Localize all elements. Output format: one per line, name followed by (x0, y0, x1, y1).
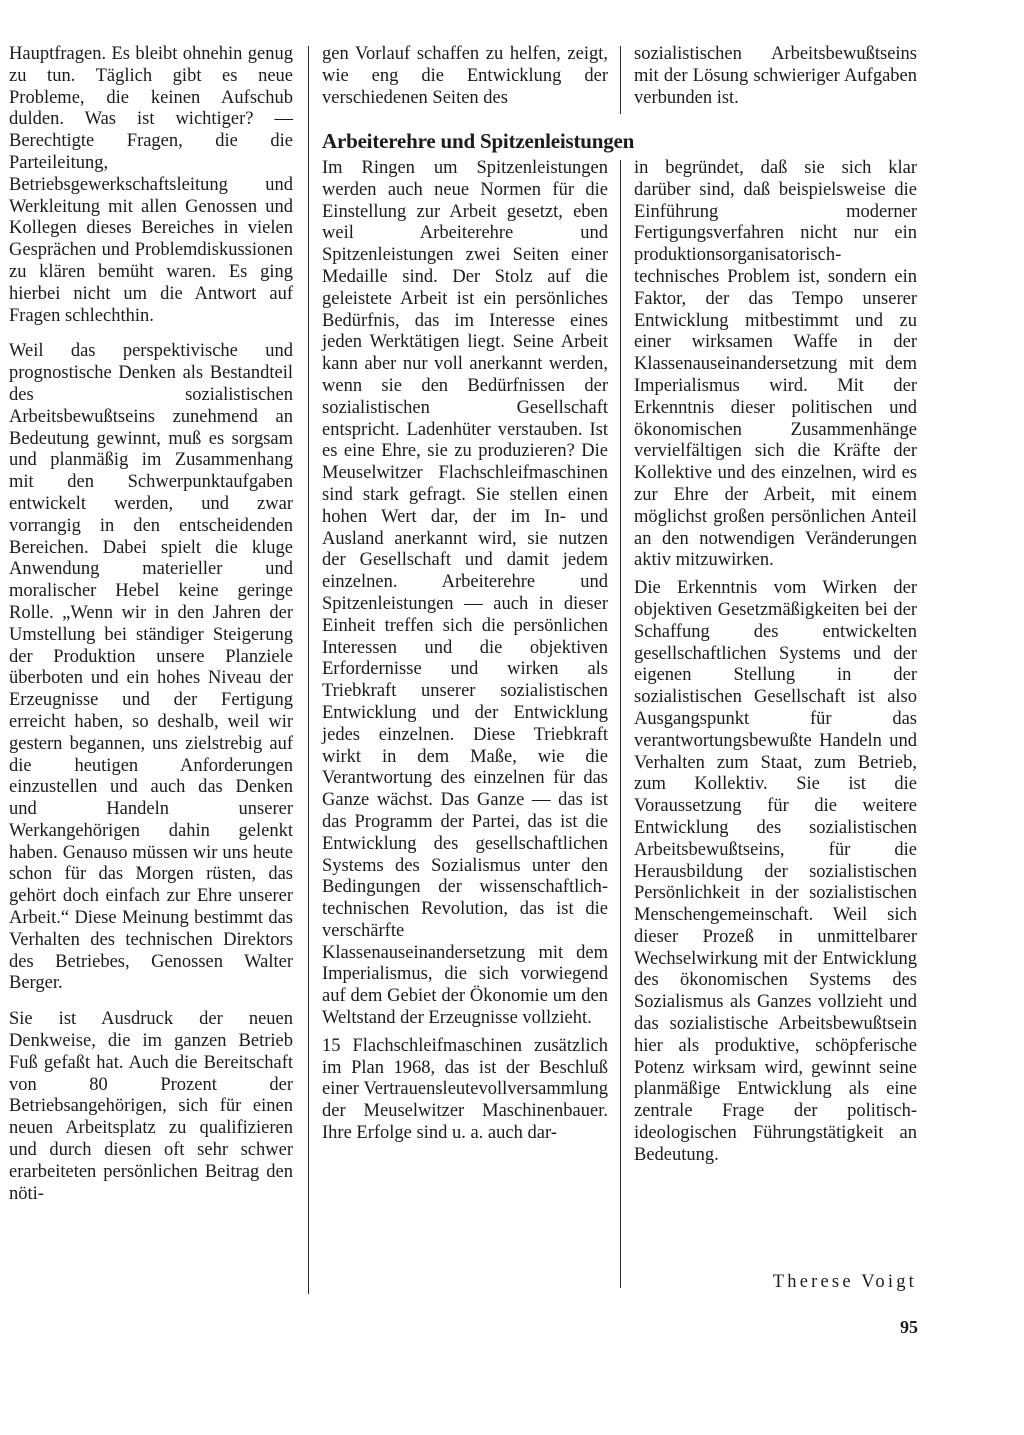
text-column-left (9, 44, 293, 1219)
author-name: Therese Voigt (772, 1272, 917, 1292)
paragraph: gen Vorlauf schaffen zu helfen, zeigt, wie eng die Entwicklung der verschiedenen Seiten des (322, 44, 608, 108)
text-column-middle-top (322, 44, 608, 115)
text-column-right (634, 158, 917, 1181)
paragraph: Sie ist Ausdruck der neuen Denkweise, die im ganzen Betrieb Fuß gefaßt hat. Auch die Bereitschaft von 80 Prozent der Betriebsangehörigen, sich für einen neuen Arbeitsplatz zu qualifizieren und durch diesen oft sehr schwer erarbeiteten persönlichen Beitrag den nöti- (9, 1009, 293, 1204)
paragraph: Im Ringen um Spitzenleistungen werden auch neue Normen für die Einstellung zur Arbeit gesetzt, eben weil Arbeiterehre und Spitzenleistungen zwei Seiten einer Medaille sind. Der Stolz auf die geleistete Arbeit ist ein persönliches Bedürfnis, das im Interesse eines jeden Werktätigen liegt. Seine Arbeit kann aber nur voll anerkannt werden, wenn sie den Bedürfnissen der sozialistischen Gesellschaft entspricht. Ladenhüter verstauben. Ist es eine Ehre, sie zu produzieren? Die Meuselwitzer Flachschleifmaschinen sind stark gefragt. Sie stellen einen hohen Wert dar, der im In- und Ausland anerkannt wird, sie nutzen der Gesellschaft und damit jedem einzelnen. Arbeiterehre und Spitzenleistungen — auch in dieser Einheit treffen sich die persönlichen Interessen und die objektiven Erfordernisse und wirken als Triebkraft unserer sozialistischen Entwicklung und der Entwicklung jedes einzelnen. Diese Triebkraft wirkt in dem Maße, wie die Verantwortung des einzelnen für das Ganze wächst. Das Ganze — das ist das Programm der Partei, das ist die Entwicklung des gesellschaftlichen Systems des Sozialismus unter den Bedingungen der wissenschaftlich-technischen Revolution, das ist die verschärfte Klassenauseinandersetzung mit dem Imperialismus, die sich vorwiegend auf dem Gebiet der Ökonomie um den Weltstand der Erzeugnisse vollzieht. (322, 158, 608, 1029)
text-column-middle (322, 158, 608, 1159)
paragraph: Die Erkenntnis vom Wirken der objektiven Gesetzmäßigkeiten bei der Schaffung des entwickelten gesellschaftlichen Systems und der eigenen Stellung in der sozialistischen Gesellschaft ist also Ausgangspunkt für das verantwortungsbewußte Handeln und Verhalten zum Staat, zum Betrieb, zum Kollektiv. Sie ist die Voraussetzung für die weitere Entwicklung des sozialistischen Arbeitsbewußtseins, für die Herausbildung der sozialistischen Persönlichkeit in der sozialistischen Menschengemeinschaft. Weil sich dieser Prozeß in unmittelbarer Wechselwirkung mit der Entwicklung des ökonomischen Systems des Sozialismus als Ganzes vollzieht und das sozialistische Arbeitsbewußtsein hier als produktive, schöpferische Potenz wirksam wird, gewinnt seine planmäßige Entwicklung als eine zentrale Frage der politisch-ideologischen Führungstätigkeit an Bedeutung. (634, 578, 917, 1165)
text-column-right-top (634, 44, 917, 115)
paragraph: Weil das perspektivische und prognostische Denken als Bestandteil des sozialistischen Arbeitsbewußtseins zunehmend an Bedeutung gewinnt, muß es sorgsam und planmäßig im Zusammenhang mit den Schwerpunktaufgaben entwickelt werden, und zwar vorrangig in den entscheidenden Bereichen. Dabei spielt die kluge Anwendung materieller und moralischer Hebel keine geringe Rolle. „Wenn wir in den Jahren der Umstellung bei ständiger Steigerung der Produktion unsere Planziele überboten und ein hohes Niveau der Erzeugnisse und der Fertigung erreicht haben, so deshalb, weil wir gestern begannen, uns zielstrebig auf die heutigen Anforderungen einzustellen und auch das Denken und Handeln unserer Werkangehörigen dahin gelenkt haben. Genauso müssen wir uns heute schon für das Morgen rüsten, das gehört doch einfach zur Ehre unserer Arbeit.“ Diese Meinung bestimmt das Verhalten des technischen Direktors des Betriebes, Genossen Walter Berger. (9, 341, 293, 994)
column-divider-right-top (620, 46, 621, 114)
paragraph: sozialistischen Arbeitsbewußtseins mit der Lösung schwieriger Aufgaben verbunden ist. (634, 44, 917, 108)
section-heading: Arbeiterehre und Spitzenleistungen (322, 129, 635, 153)
paragraph: 15 Flachschleifmaschinen zusätzlich im Plan 1968, das ist der Beschluß einer Vertrauensleutevollversammlung der Meuselwitzer Maschinenbauer. Ihre Erfolge sind u. a. auch dar- (322, 1035, 608, 1144)
paragraph: Hauptfragen. Es bleibt ohnehin genug zu tun. Täglich gibt es neue Probleme, die keinen Aufschub dulden. Was ist wichtiger? — Berechtigte Fragen, die die Parteileitung, Betriebsgewerkschaftsleitung und Werkleitung mit allen Genossen und Kollegen dieses Bereiches in vielen Gesprächen und Problemdiskussionen zu klären bemüht waren. Es ging hierbei nicht um die Antwort auf Fragen schlechthin. (9, 44, 293, 326)
page-number: 95 (900, 1317, 918, 1337)
paragraph: in begründet, daß sie sich klar darüber sind, daß beispielsweise die Einführung moderner Fertigungsverfahren nicht nur ein produktionsorganisatorisch-technisches Problem ist, sondern ein Faktor, der das Tempo unserer Entwicklung mitbestimmt und zu einer wirksamen Waffe in der Klassenauseinandersetzung mit dem Imperialismus wird. Mit der Erkenntnis dieser politischen und ökonomischen Zusammenhänge vervielfältigen sich die Kräfte der Kollektive und des einzelnen, wird es zur Ehre der Arbeit, mit einem möglichst großen persönlichen Anteil an den notwendigen Veränderungen aktiv mitzuwirken. (634, 158, 917, 571)
column-divider-left (308, 46, 309, 1294)
column-divider-right (620, 160, 621, 1288)
